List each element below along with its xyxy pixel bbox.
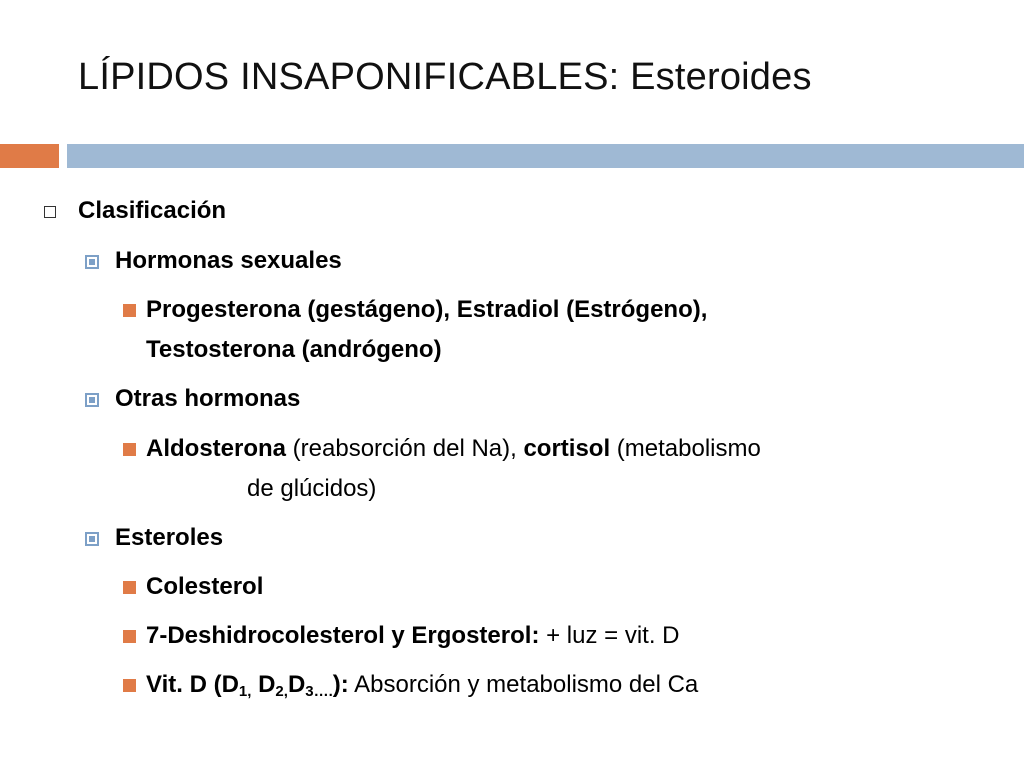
accent-bar-blue: [67, 144, 1024, 168]
deshidro-term: 7-Deshidrocolesterol y Ergosterol:: [146, 622, 540, 649]
bullet-aldosterona: [146, 434, 761, 464]
bullet-otras-hormonas: Otras hormonas: [115, 385, 301, 412]
slide-title: LÍPIDOS INSAPONIFICABLES: Esteroides: [78, 56, 812, 98]
bullet-progesterona-line1: Progesterona (gestágeno), Estradiol (Estrógeno),: [146, 296, 708, 323]
accent-bar-orange: [0, 144, 59, 168]
filled-square-bullet-icon: [123, 630, 136, 643]
vitd-sub-2: 2,: [275, 683, 288, 700]
bullet-vitamina-d: [146, 670, 698, 700]
filled-square-bullet-icon: [123, 304, 136, 317]
deshidro-desc: + luz = vit. D: [539, 622, 680, 649]
framed-square-bullet-icon: [85, 255, 99, 269]
bullet-cortisol-line2: de glúcidos): [247, 475, 377, 502]
filled-square-bullet-icon: [123, 443, 136, 456]
bullet-progesterona-line2: Testosterona (andrógeno): [146, 336, 442, 363]
filled-square-bullet-icon: [123, 679, 136, 692]
bullet-hormonas-sexuales: Hormonas sexuales: [115, 247, 342, 274]
vitd-term-a: Vit. D (D: [146, 671, 239, 698]
bullet-colesterol: Colesterol: [146, 573, 264, 600]
framed-square-bullet-icon: [85, 393, 99, 407]
filled-square-bullet-icon: [123, 581, 136, 594]
vitd-term-d: ):: [332, 671, 349, 698]
vitd-term-b: D: [251, 671, 276, 698]
vitd-term-c: D: [287, 671, 306, 698]
cortisol-desc: (metabolismo: [610, 435, 761, 462]
aldosterona-desc: (reabsorción del Na),: [286, 435, 524, 462]
aldosterona-term: Aldosterona: [146, 435, 287, 462]
framed-square-bullet-icon: [85, 532, 99, 546]
bullet-esteroles: Esteroles: [115, 524, 224, 551]
bullet-deshidrocolesterol: [146, 621, 680, 651]
vitd-sub-1: 1,: [238, 683, 252, 700]
bullet-clasificacion: Clasificación: [78, 197, 227, 224]
cortisol-term: cortisol: [523, 435, 611, 462]
vitd-desc: Absorción y metabolismo del Ca: [348, 671, 699, 698]
vitd-sub-3: 3….: [305, 683, 333, 700]
hollow-square-bullet-icon: [44, 206, 56, 218]
